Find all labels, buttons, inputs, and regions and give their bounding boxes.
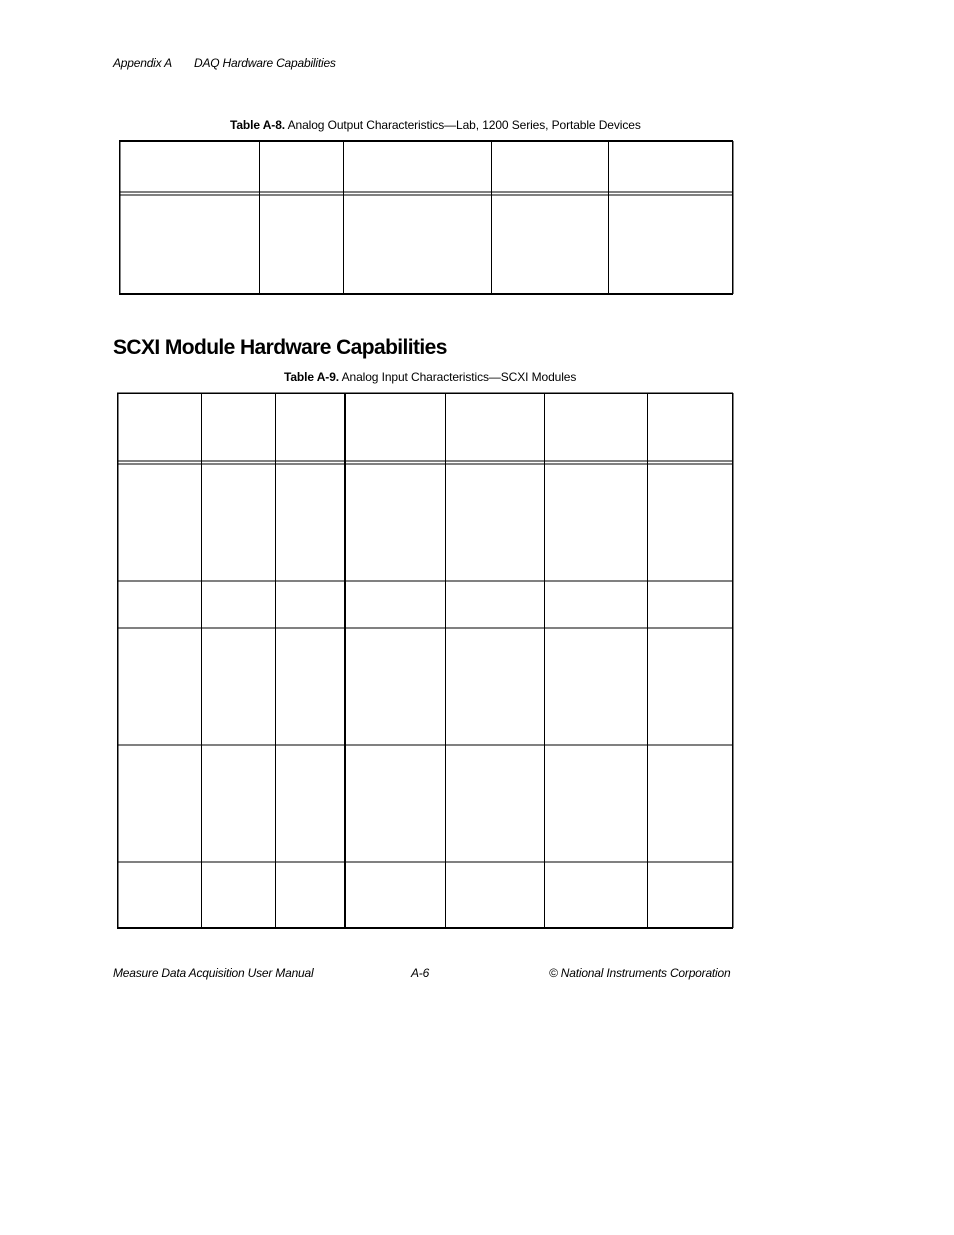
- table-a9-caption-label: Table A-9.: [284, 370, 340, 384]
- footer-manual-title: Measure Data Acquisition User Manual: [113, 966, 314, 980]
- table-a8-caption-label: Table A-8.: [230, 118, 286, 132]
- header-chapter: DAQ Hardware Capabilities: [194, 56, 336, 70]
- footer-page-number: A-6: [411, 966, 430, 980]
- table-a8-caption-text: Analog Output Characteristics—Lab, 1200 Series, Portable Devices: [287, 118, 641, 132]
- table-a8: [119, 141, 733, 294]
- table-a9: [117, 393, 733, 928]
- table-a9-caption-text: Analog Input Characteristics—SCXI Modules: [341, 370, 577, 384]
- footer-copyright: © National Instruments Corporation: [549, 966, 731, 980]
- table-a9-caption: [284, 370, 576, 384]
- header-appendix: Appendix A: [113, 56, 172, 70]
- section-title: SCXI Module Hardware Capabilities: [113, 336, 447, 359]
